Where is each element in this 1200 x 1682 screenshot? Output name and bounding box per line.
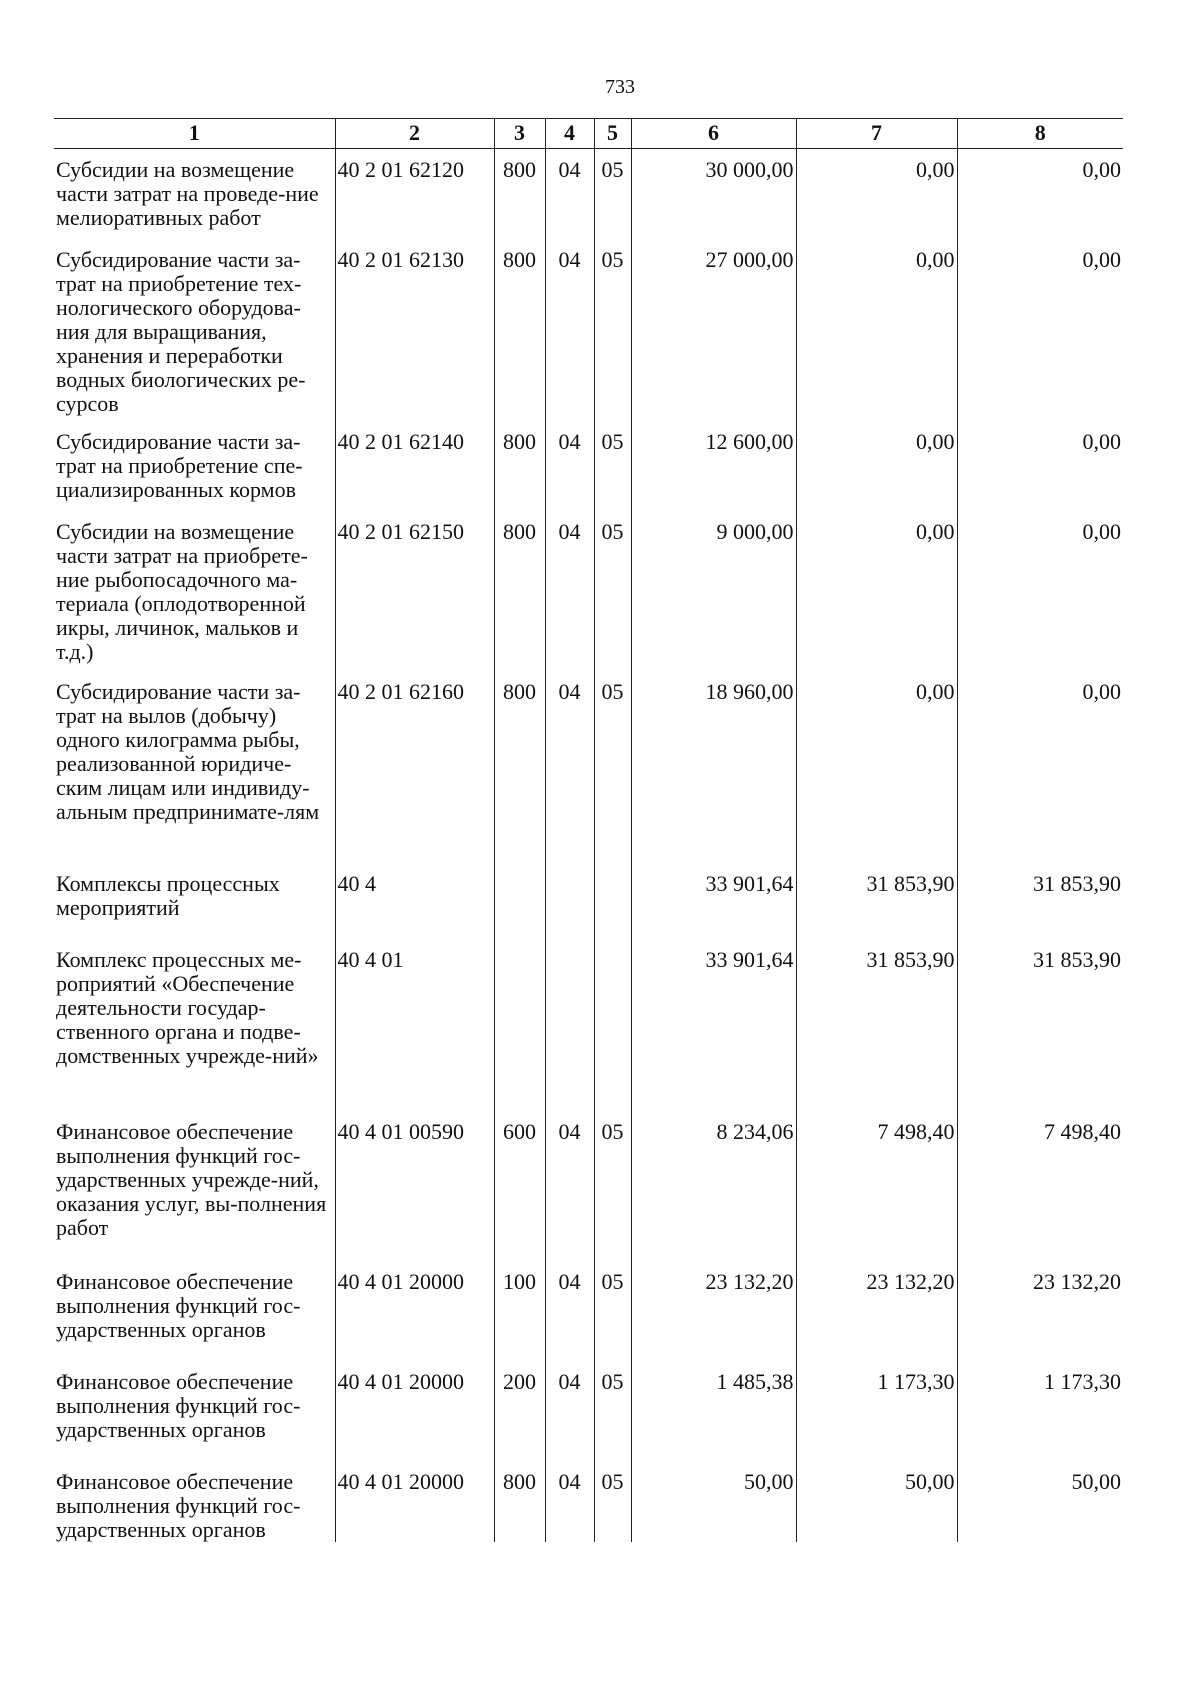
column-header: 5 [594, 119, 631, 149]
row-col8: 0,00 [957, 511, 1123, 671]
row-col4: 04 [545, 1361, 594, 1461]
row-col4: 04 [545, 671, 594, 863]
row-name: Финансовое обеспечение выполнения функций гос-ударственных органов [56, 1468, 301, 1542]
row-col8: 7 498,40 [957, 1111, 1123, 1261]
table-row [54, 1261, 1123, 1361]
row-col3: 800 [494, 149, 545, 239]
column-header: 4 [545, 119, 594, 149]
row-col7: 0,00 [796, 421, 957, 511]
row-col3: 100 [494, 1261, 545, 1361]
row-col7: 50,00 [796, 1461, 957, 1542]
row-col8: 1 173,30 [957, 1361, 1123, 1461]
row-name: Субсидии на возмещение части затрат на проведе-ние мелиоративных работ [56, 157, 319, 230]
row-code: 40 4 01 20000 [335, 1461, 494, 1542]
column-header: 2 [335, 119, 494, 149]
row-code: 40 4 01 20000 [335, 1361, 494, 1461]
row-col6: 23 132,20 [631, 1261, 796, 1361]
row-col3 [494, 863, 545, 939]
row-col7: 0,00 [796, 149, 957, 239]
row-col5: 05 [594, 421, 631, 511]
row-name: Финансовое обеспечение выполнения функций гос-ударственных органов [56, 1368, 301, 1442]
row-col4: 04 [545, 149, 594, 239]
row-col5: 05 [594, 1261, 631, 1361]
row-col3: 800 [494, 511, 545, 671]
table-row [54, 671, 1123, 863]
row-col3 [494, 939, 545, 1111]
row-col5: 05 [594, 1111, 631, 1261]
row-col4: 04 [545, 239, 594, 421]
row-name: Финансовое обеспечение выполнения функций гос-ударственных учрежде-ний, оказания услуг, вы-полнения работ [56, 1118, 327, 1240]
row-col8: 31 853,90 [957, 863, 1123, 939]
column-header: 7 [796, 119, 957, 149]
column-header: 1 [54, 119, 335, 149]
row-name: Финансовое обеспечение выполнения функций гос-ударственных органов [56, 1268, 301, 1342]
row-col3: 800 [494, 239, 545, 421]
row-col4: 04 [545, 1111, 594, 1261]
row-name: Комплексы процессных мероприятий [56, 870, 280, 920]
row-code: 40 2 01 62160 [335, 671, 494, 863]
table-row [54, 1111, 1123, 1261]
row-col8: 0,00 [957, 239, 1123, 421]
table-row [54, 511, 1123, 671]
table-row [54, 239, 1123, 421]
budget-table [54, 118, 1123, 1542]
row-col5: 05 [594, 511, 631, 671]
row-col6: 18 960,00 [631, 671, 796, 863]
table-row [54, 1361, 1123, 1461]
row-col3: 800 [494, 421, 545, 511]
row-code: 40 4 [335, 863, 494, 939]
table-row [54, 939, 1123, 1111]
row-col7: 23 132,20 [796, 1261, 957, 1361]
row-name: Комплекс процессных ме-роприятий «Обеспечение деятельности государ-ственного органа и подве-домственных учрежде-ний» [56, 946, 319, 1068]
row-col7: 1 173,30 [796, 1361, 957, 1461]
row-col5: 05 [594, 239, 631, 421]
row-col6: 50,00 [631, 1461, 796, 1542]
row-col5: 05 [594, 1461, 631, 1542]
row-code: 40 2 01 62140 [335, 421, 494, 511]
row-col7: 0,00 [796, 671, 957, 863]
row-name: Субсидии на возмещение части затрат на приобрете-ние рыбопосадочного ма-териала (оплодотворенной икры, личинок, мальков и т.д.) [56, 518, 308, 664]
row-col6: 27 000,00 [631, 239, 796, 421]
row-name: Субсидирование части за-трат на приобретение тех-нологического оборудова-ния для выращивания, хранения и переработки водных биологических ре-сурсов [56, 246, 306, 416]
table-row [54, 863, 1123, 939]
row-col4: 04 [545, 511, 594, 671]
row-code: 40 4 01 [335, 939, 494, 1111]
row-col7: 0,00 [796, 239, 957, 421]
row-col5 [594, 863, 631, 939]
row-col7: 31 853,90 [796, 863, 957, 939]
row-col4: 04 [545, 1461, 594, 1542]
row-col5 [594, 939, 631, 1111]
row-code: 40 2 01 62150 [335, 511, 494, 671]
row-col5: 05 [594, 1361, 631, 1461]
row-col3: 600 [494, 1111, 545, 1261]
row-col5: 05 [594, 149, 631, 239]
row-code: 40 4 01 20000 [335, 1261, 494, 1361]
row-col6: 33 901,64 [631, 863, 796, 939]
table-row [54, 421, 1123, 511]
page-number: 733 [605, 76, 635, 98]
row-col6: 1 485,38 [631, 1361, 796, 1461]
header-row [54, 119, 1123, 149]
row-col8: 50,00 [957, 1461, 1123, 1542]
table-row [54, 1461, 1123, 1542]
row-col7: 0,00 [796, 511, 957, 671]
row-col3: 800 [494, 671, 545, 863]
row-col4: 04 [545, 421, 594, 511]
row-col7: 31 853,90 [796, 939, 957, 1111]
row-col4 [545, 939, 594, 1111]
column-header: 6 [631, 119, 796, 149]
row-col6: 9 000,00 [631, 511, 796, 671]
row-col4: 04 [545, 1261, 594, 1361]
row-name: Субсидирование части за-трат на приобретение спе-циализированных кормов [56, 428, 303, 502]
column-header: 8 [957, 119, 1123, 149]
row-col7: 7 498,40 [796, 1111, 957, 1261]
row-col6: 8 234,06 [631, 1111, 796, 1261]
row-col6: 33 901,64 [631, 939, 796, 1111]
row-code: 40 2 01 62130 [335, 239, 494, 421]
row-col8: 31 853,90 [957, 939, 1123, 1111]
row-code: 40 4 01 00590 [335, 1111, 494, 1261]
row-col4 [545, 863, 594, 939]
column-header: 3 [494, 119, 545, 149]
row-col8: 0,00 [957, 671, 1123, 863]
table-row [54, 149, 1123, 239]
row-col5: 05 [594, 671, 631, 863]
row-col6: 30 000,00 [631, 149, 796, 239]
row-code: 40 2 01 62120 [335, 149, 494, 239]
row-col3: 800 [494, 1461, 545, 1542]
row-col3: 200 [494, 1361, 545, 1461]
row-col8: 23 132,20 [957, 1261, 1123, 1361]
row-name: Субсидирование части за-трат на вылов (добычу) одного килограмма рыбы, реализованной юридиче-ским лицам или индивиду-альным предпринимате-лям [56, 678, 320, 824]
row-col8: 0,00 [957, 421, 1123, 511]
row-col8: 0,00 [957, 149, 1123, 239]
row-col6: 12 600,00 [631, 421, 796, 511]
